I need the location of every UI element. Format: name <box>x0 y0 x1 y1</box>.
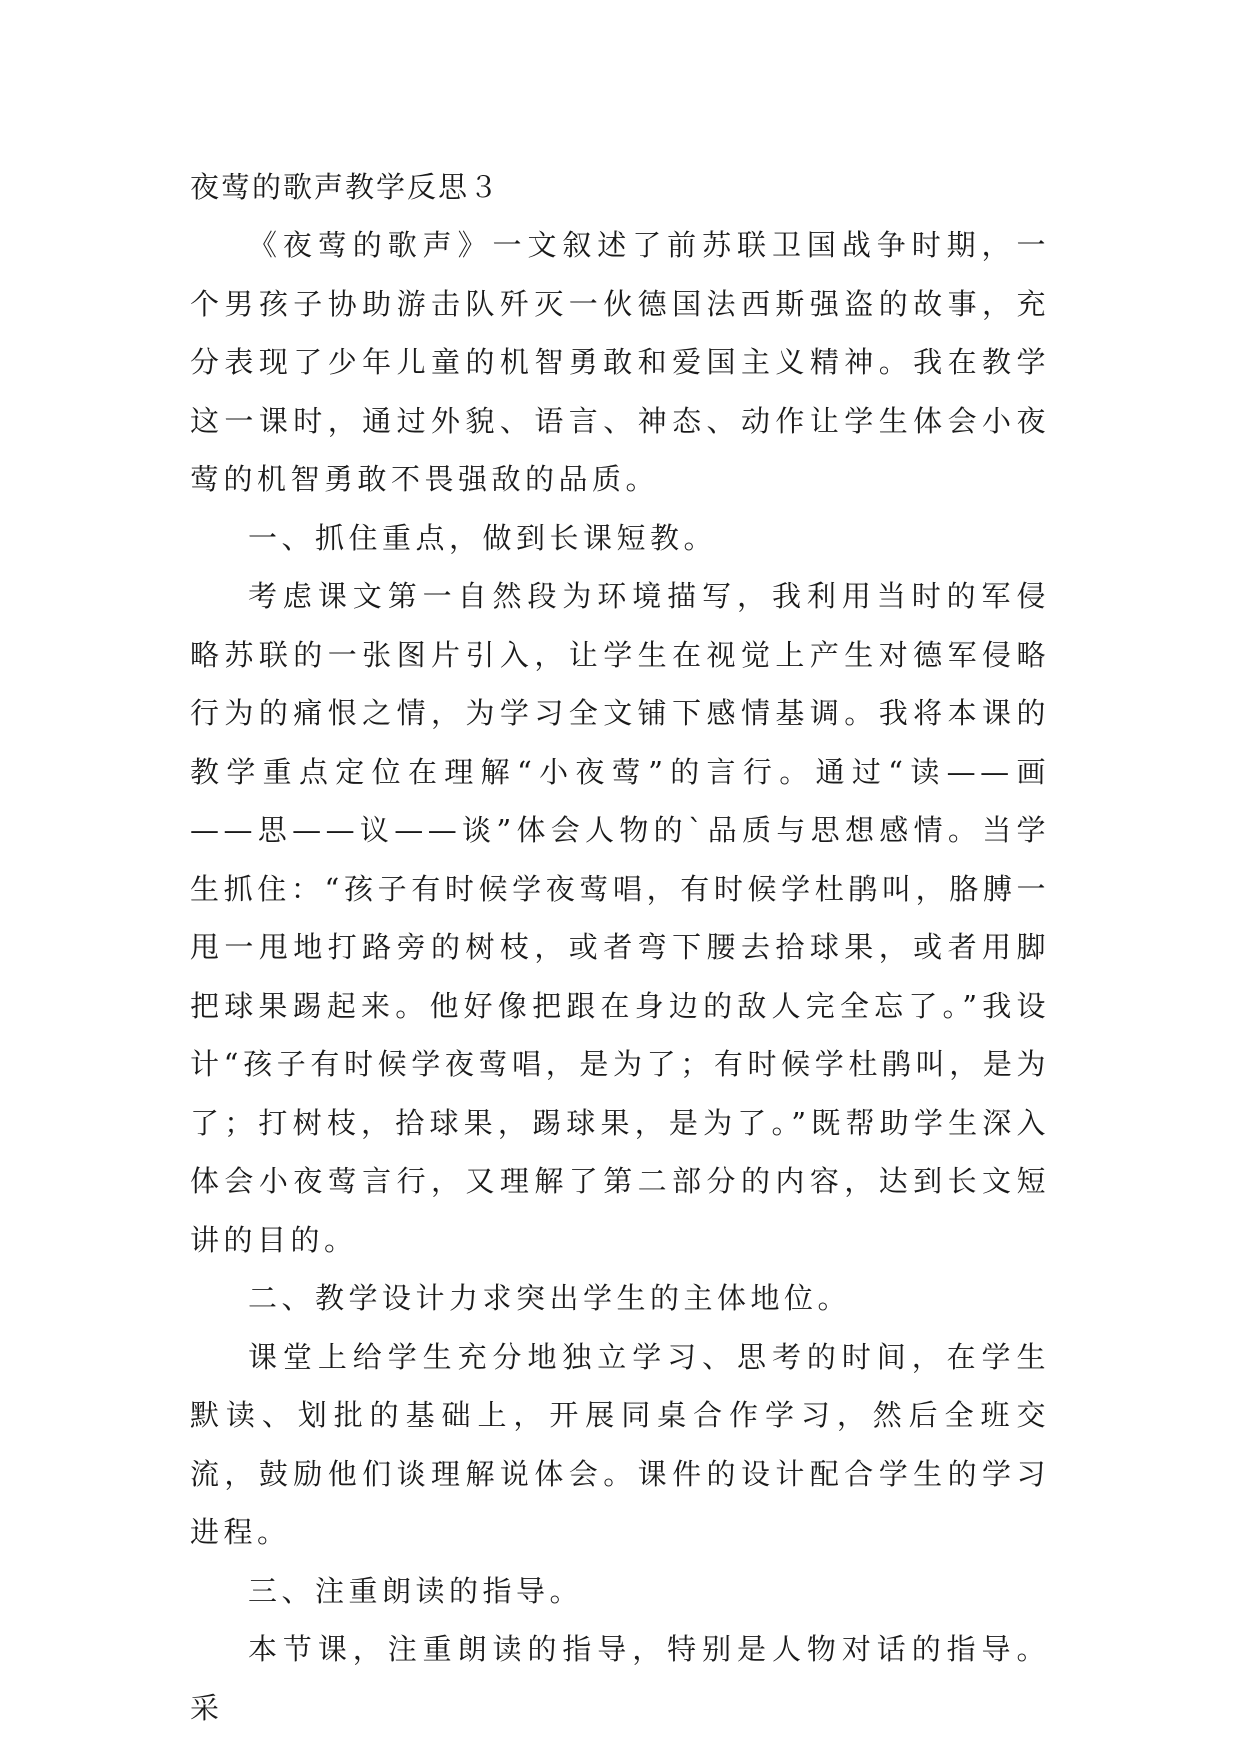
section-heading-1: 一、抓住重点，做到长课短教。 <box>248 520 718 555</box>
intro-paragraph: 《夜莺的歌声》一文叙述了前苏联卫国战争时期，一个男孩子协助游击队歼灭一伙德国法西斯强盗的故事，充分表现了少年儿童的机智勇敢和爱国主义精神。我在教学这一课时，通过外貌、语言、神态、动作让学生体会小夜莺的机智勇敢不畏强敌的品质。 <box>190 228 1050 496</box>
section-paragraph-1: 考虑课文第一自然段为环境描写，我利用当时的军侵略苏联的一张图片引入，让学生在视觉上产生对德军侵略行为的痛恨之情，为学习全文铺下感情基调。我将本课的教学重点定位在理解“小夜莺”的言行。通过“读——画——思——议——谈”体会人物的`品质与思想感情。当学生抓住：“孩子有时候学夜莺唱，有时候学杜鹃叫，胳膊一甩一甩地打路旁的树枝，或者弯下腰去拾球果，或者用脚把球果踢起来。他好像把跟在身边的敌人完全忘了。”我设计“孩子有时候学夜莺唱，是为了；有时候学杜鹃叫，是为了；打树枝，拾球果，踢球果，是为了。”既帮助学生深入体会小夜莺言行，又理解了第二部分的内容，达到长文短讲的目的。 <box>190 579 1050 1257</box>
section-heading-3: 三、注重朗读的指导。 <box>248 1573 584 1608</box>
section-paragraph-3: 本节课，注重朗读的指导，特别是人物对话的指导。采 <box>190 1632 1050 1725</box>
section-paragraph-2: 课堂上给学生充分地独立学习、思考的时间，在学生默读、划批的基础上，开展同桌合作学习，然后全班交流，鼓励他们谈理解说体会。课件的设计配合学生的学习进程。 <box>190 1339 1050 1549</box>
document-title: 夜莺的歌声教学反思３ <box>190 170 501 204</box>
document-body <box>190 158 1050 1737</box>
section-heading-2: 二、教学设计力求突出学生的主体地位。 <box>248 1281 852 1315</box>
